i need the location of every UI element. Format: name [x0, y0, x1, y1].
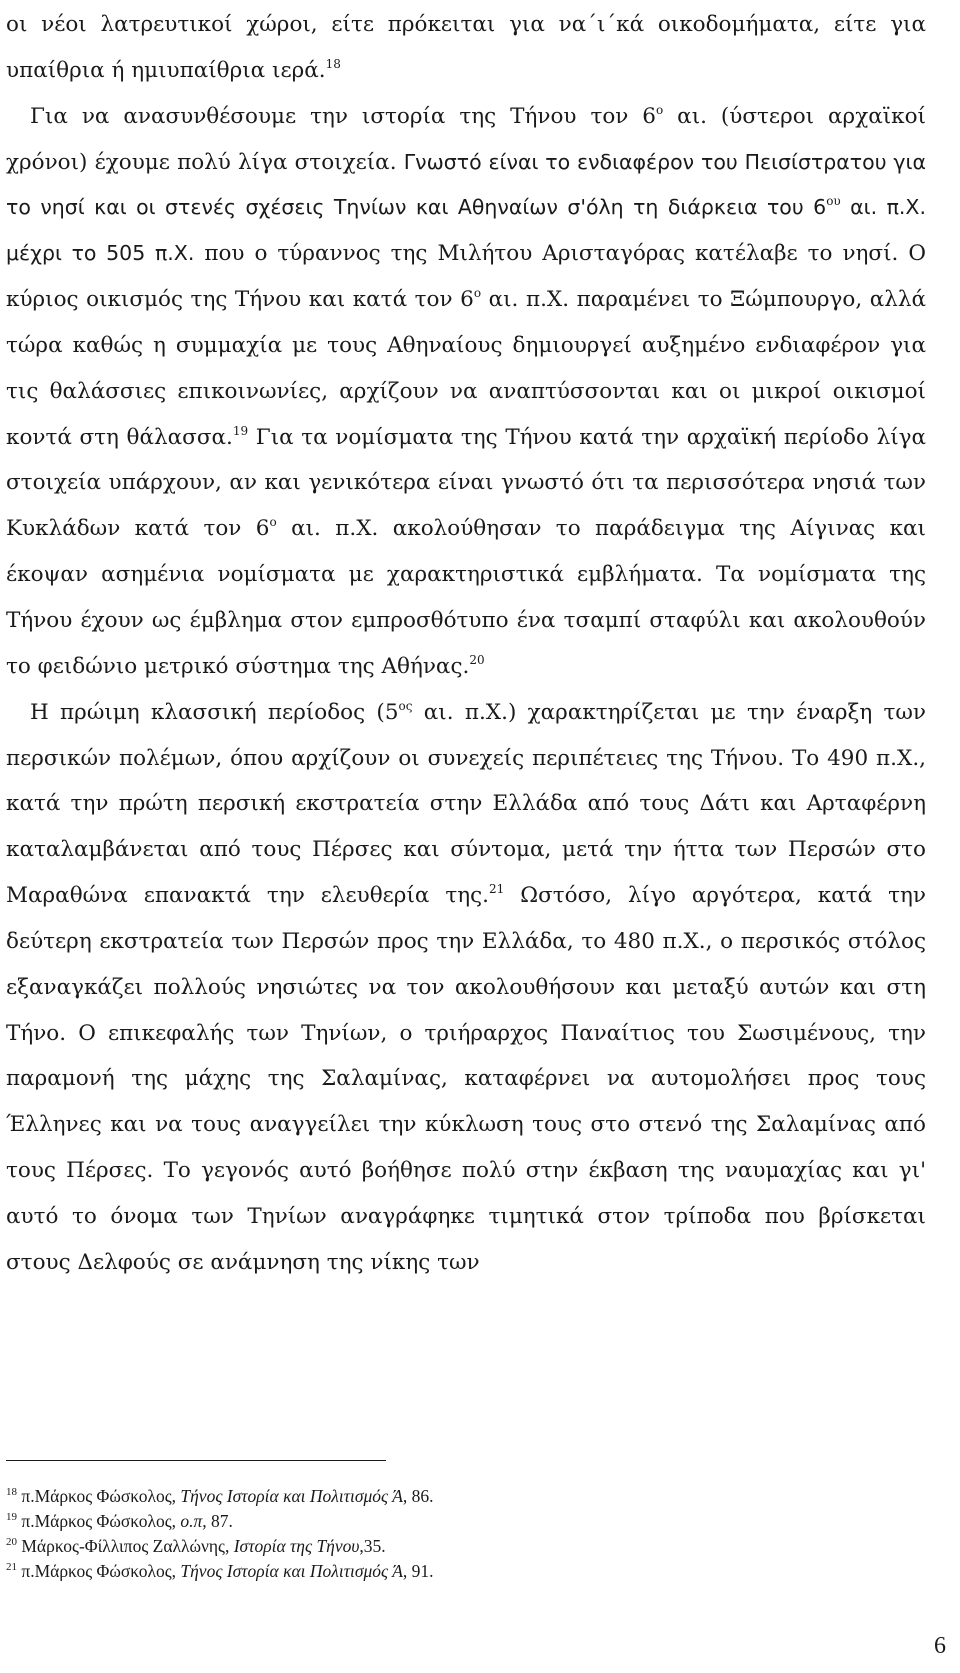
footnotes — [6, 1484, 906, 1584]
superscript: 20 — [469, 652, 485, 667]
text-run: αι. π.Χ. ακολούθησαν το παράδειγμα της Αίγινας και έκοψαν ασημένια νομίσματα με χαρακτηριστικά εμβλήματα. Τα νομίσματα της Τήνου έχουν ως έμβλημα στον εμπροσθότυπο ένα τσαμπί σταφύλι και ακολουθούν το φειδώνιο μετρικό σύστημα της Αθήνας. — [6, 516, 926, 679]
superscript: ου — [826, 194, 841, 209]
text-run: αι. π.Χ. παραμένει το Ξώμπουργο, αλλά τώρα καθώς η συμμαχία με τους Αθηναίους δημιουργεί αυξημένο ενδιαφέρον για τις θαλάσσιες επικοινωνίες, αρχίζουν να αναπτύσσονται και οι μικροί οικισμοί κοντά στη θάλασσα. — [6, 287, 927, 450]
footnote-title: ο.π, — [180, 1511, 207, 1531]
footnote-title: Ιστορία της Τήνου — [233, 1536, 360, 1556]
superscript: 18 — [325, 56, 341, 71]
text-run: οι νέοι λατρευτικοί χώροι, είτε πρόκειται για να΄ι΄κά οικοδομήματα, είτε για υπαίθρια ή ημιυπαίθρια ιερά. — [6, 12, 926, 83]
body-text — [6, 2, 926, 1286]
footnote-number: 20 — [6, 1536, 17, 1548]
footnote: $^{21}$ π.Μάρκος Φώσκολος, Τήνος Ιστορία και Πολιτισμός Ά, 91. — [6, 1561, 434, 1581]
superscript: 21 — [489, 882, 505, 897]
footnote: $^{19}$ π.Μάρκος Φώσκολος, ο.π, 87. — [6, 1511, 233, 1531]
footnote-author: Μάρκος-Φίλλιπος Ζαλλώνης — [21, 1536, 225, 1556]
footnote: $^{18}$ π.Μάρκος Φώσκολος, Τήνος Ιστορία και Πολιτισμός Ά, 86. — [6, 1486, 434, 1506]
footnote-author: π.Μάρκος Φώσκολος — [21, 1511, 172, 1531]
footnote-author: π.Μάρκος Φώσκολος — [21, 1561, 172, 1581]
paragraph — [6, 94, 926, 690]
paragraph — [6, 690, 926, 1286]
text-run: Ωστόσο, λίγο αργότερα, κατά την δεύτερη εκστρατεία των Περσών προς την Ελλάδα, το 480 π.Χ., ο περσικός στόλος εξαναγκάζει πολλούς νησιώτες να τον ακολουθήσουν και μεταξύ αυτών και στη Τήνο. Ο επικεφαλής των Τηνίων, ο τριήραρχος Παναίτιος του Σωσιμένους, την παραμονή της μάχης της Σαλαμίνας, καταφέρνει να αυτομολήσει προς τους Έλληνες και να τους αναγγείλει την κύκλωση τους στο στενό της Σαλαμίνας από τους Πέρσες. Το γεγονός αυτό βοήθησε πολύ στην έκβαση της ναυμαχίας και γι' αυτό το όνομα των Τηνίων αναγράφηκε τιμητικά στον τρίποδα που βρίσκεται στους Δελφούς σε ανάμνηση της νίκης των — [6, 883, 926, 1275]
superscript: ο — [655, 102, 664, 117]
text-run: αι. (ύστεροι αρχαϊκοί χρόνοι) έχουμε πολύ λίγα στοιχεία. — [6, 103, 926, 175]
footnote-separator — [6, 1460, 386, 1461]
footnote: $^{20}$ Μάρκος-Φίλλιπος Ζαλλώνης, Ιστορία της Τήνου,35. — [6, 1536, 386, 1556]
footnote-rest: 87. — [206, 1511, 233, 1531]
footnote-number: 21 — [6, 1561, 17, 1573]
superscript: ο — [269, 515, 277, 530]
text-run: αι. π.Χ. μέχρι το 505 π.Χ. — [6, 195, 926, 266]
footnote-rest: , 86. — [402, 1486, 434, 1506]
footnote-rest: ,35. — [359, 1536, 386, 1556]
page-number: 6 — [934, 1633, 946, 1659]
footnote-number: 18 — [6, 1486, 17, 1498]
footnote-title: Τήνος Ιστορία και Πολιτισμός Ά — [180, 1561, 403, 1581]
text-run: Η πρώιμη κλασσική περίοδος (5 — [30, 699, 399, 725]
superscript: 19 — [232, 423, 249, 438]
paragraph — [6, 2, 926, 94]
superscript: ο — [473, 286, 482, 301]
text-run: που ο τύραννος της Μιλήτου Αρισταγόρας κατέλαβε το νησί. Ο κύριος οικισμός της Τήνου και κατά τον 6 — [6, 241, 926, 313]
superscript: ος — [398, 698, 413, 713]
text-run: Γνωστό είναι το ενδιαφέρον του Πεισίστρατου για το νησί και οι στενές σχέσεις Τηνίων και Αθηναίων σ'όλη τη διάρκεια του 6 — [6, 149, 926, 220]
footnote-title: Τήνος Ιστορία και Πολιτισμός Ά — [180, 1486, 403, 1506]
text-run: Για να ανασυνθέσουμε την ιστορία της Τήνου τον 6 — [30, 103, 656, 129]
footnote-rest: , 91. — [402, 1561, 434, 1581]
footnote-number: 19 — [6, 1511, 17, 1523]
text-run: αι. π.Χ.) χαρακτηρίζεται με την έναρξη των περσικών πολέμων, όπου αρχίζουν οι συνεχείς περιπέτειες της Τήνου. Το 490 π.Χ., κατά την πρώτη περσική εκστρατεία στην Ελλάδα από τους Δάτι και Αρταφέρνη καταλαμβάνεται από τους Πέρσες και σύντομα, μετά την ήττα των Περσών στο Μαραθώνα επανακτά την ελευθερία της. — [6, 699, 926, 909]
footnote-author: π.Μάρκος Φώσκολος — [21, 1486, 172, 1506]
text-run: Για τα νομίσματα της Τήνου κατά την αρχαϊκή περίοδο λίγα στοιχεία υπάρχουν, αν και γενικότερα είναι γνωστό ότι τα περισσότερα νησιά των Κυκλάδων κατά τον 6 — [6, 424, 926, 542]
